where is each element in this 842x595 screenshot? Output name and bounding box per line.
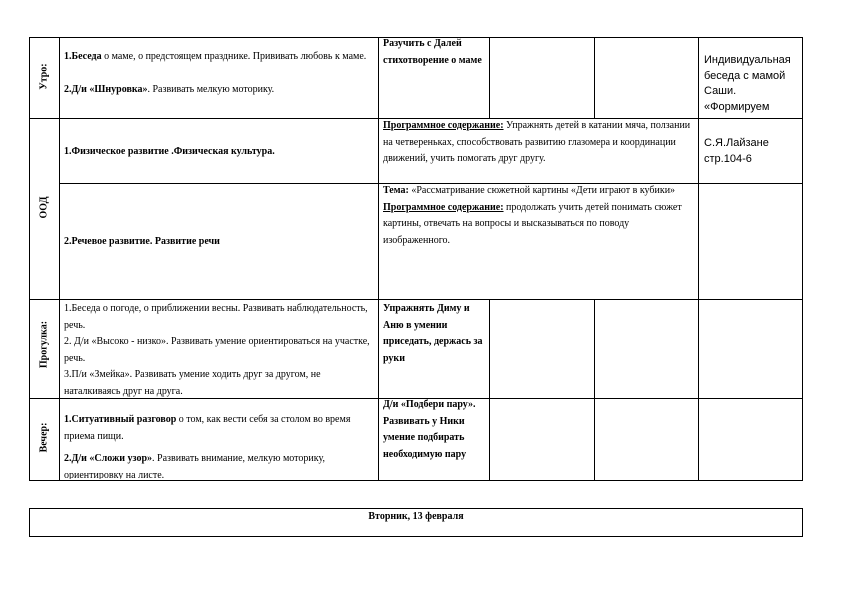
row-label-morning: Утро: [38, 63, 50, 90]
col-divider [489, 37, 490, 119]
morning-activity2-text: . Развивать мелкую моторику. [147, 83, 275, 95]
ood-activity2: 2.Речевое развитие. Развитие речи [64, 236, 220, 247]
ood-activity1: 1.Физическое развитие .Физическая культура. [64, 146, 275, 157]
ood-theme-program [383, 183, 695, 295]
ood-program2-label: Программное содержание: [383, 201, 504, 213]
walk-activities [64, 301, 376, 397]
ood-program1-label: Программное содержание: [383, 120, 504, 131]
row-label-morning-cell [30, 38, 59, 118]
walk-individual: Упражнять Диму и Аню в умении приседать, держась за руки [383, 303, 483, 364]
morning-activity1-text: о маме, о предстоящем празднике. Прививать любовь к маме. [101, 51, 367, 62]
morning-parents: Индивидуальная беседа с мамой Саши. «Формируем [704, 54, 791, 113]
col-divider [594, 299, 595, 481]
walk-line3: 3.П/и «Змейка». Развивать умение ходить друг за другом, не наталкиваясь друг на друга. [64, 369, 321, 397]
row-label-ood-cell [30, 119, 59, 299]
morning-activity1-title: 1.Беседа [64, 51, 102, 62]
row-label-evening: Вечер: [38, 422, 50, 453]
ood-literature: С.Я.Лайзане стр.104-6 [704, 137, 769, 165]
ood-theme-text: «Рассматривание сюжетной картины «Дети играют в кубики» [408, 185, 676, 196]
row-divider [29, 299, 803, 300]
ood-program1-text: Упражнять детей в катании мяча, ползании на четвереньках, способствовать развитию глазомера и координации движений, учить помогать друг другу. [383, 120, 691, 164]
col-divider [594, 37, 595, 119]
evening-individual: Д/и «Подбери пару». Развивать у Ники умение подбирать необходимую пару [383, 399, 476, 460]
day-header-box [29, 508, 803, 537]
walk-line2: 2. Д/и «Высоко - низко». Развивать умение ориентироваться на участке, речь. [64, 336, 370, 364]
day-header-title: Вторник, 13 февраля [368, 511, 464, 522]
col-divider [489, 299, 490, 481]
morning-activity2-title: 2.Д/и «Шнуровка» [64, 83, 148, 95]
evening-activity1-text: о том, как вести себя за столом во время приема пищи. [64, 414, 351, 442]
row-label-evening-cell [30, 399, 59, 480]
col-divider [59, 37, 60, 481]
evening-activities [64, 412, 376, 479]
table-border-bottom [29, 480, 803, 481]
ood-program2-text: продолжать учить детей понимать сюжет картины, отвечать на вопросы и высказываться по поводу изображенного. [383, 201, 682, 246]
walk-line1: 1.Беседа о погоде, о приближении весны. Развивать наблюдательность, речь. [64, 303, 368, 331]
table-border-right [802, 37, 803, 481]
row-label-walk: Прогулка: [38, 320, 50, 369]
row-label-ood: ООД [38, 196, 50, 219]
evening-activity2-text: . Развивать внимание, мелкую моторику, ориентировку на листе. [64, 453, 325, 479]
row-label-walk-cell [30, 300, 59, 398]
morning-individual: Разучить с Далей стихотворение о маме [383, 38, 482, 66]
col-divider [698, 37, 699, 481]
col-divider [378, 37, 379, 481]
morning-activities [64, 49, 374, 117]
evening-activity1-title: 1.Ситуативный разговор [64, 414, 177, 425]
evening-activity2-title: 2.Д/и «Сложи узор» [64, 453, 153, 464]
ood-theme-label: Тема: [383, 185, 409, 196]
ood-program1 [383, 118, 695, 182]
